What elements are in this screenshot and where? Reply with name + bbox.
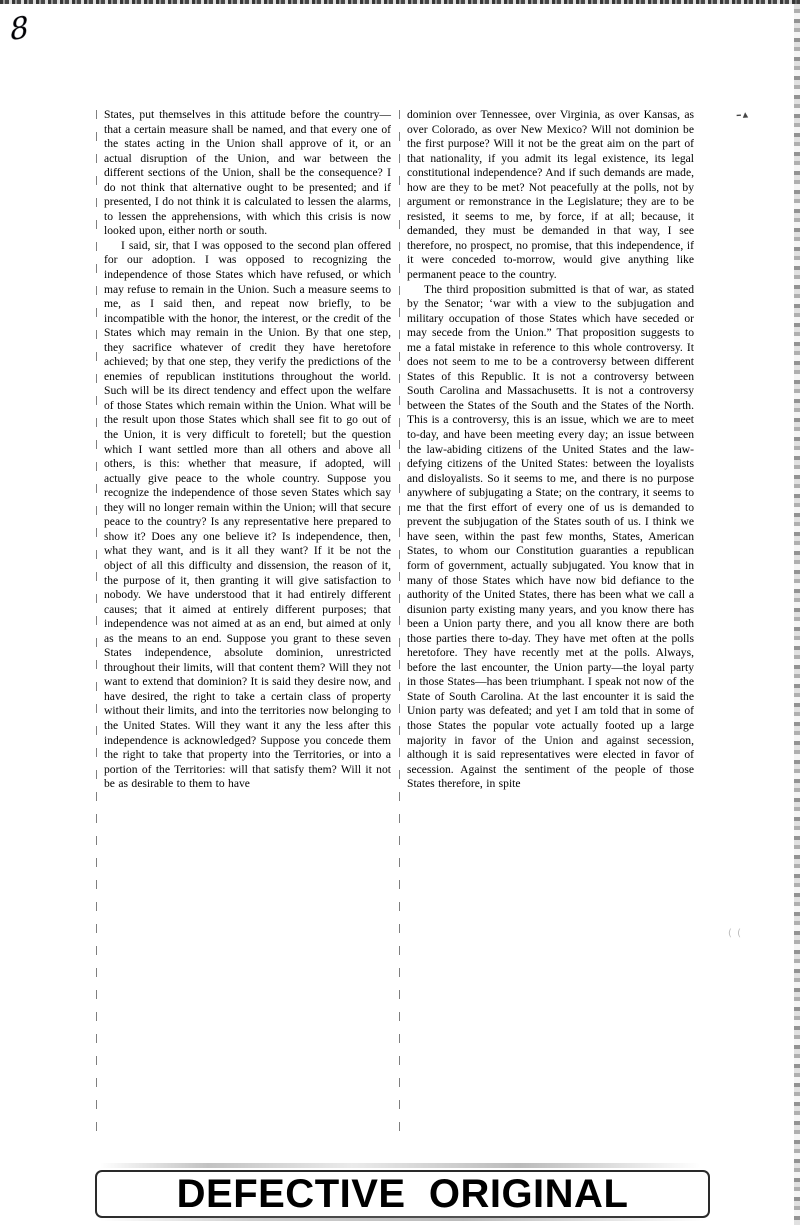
left-text-column xyxy=(104,108,391,1148)
defective-original-stamp xyxy=(95,1170,710,1218)
paragraph: The third proposition submitted is that of war, as stated by the Senator; ‘war with a view to the subjugation and military occupation of those States which have seceded or may secede from the Union.” That proposition suggests to me a fatal mistake in reference to this whole controversy. It does not seem to me to be a controversy between different States of this Republic. It is not a controversy between South Carolina and Massachusetts. It is not a controversy between the States of the South and the States of the North. This is a controversy, this is an issue, which we are to meet to-day, and have been meeting every day; an issue between the law-abiding citizens of the United States and the law-defying citizens of the United States: between the loyalists and disloyalists. So it seems to me, and there is no purpose anywhere of subjugating a State; on the contrary, it seems to me that the first effort of every one of us is demanded to prevent the subjugation of the States south of us. I think we have seen, within the past few months, States, American States, to whom our Constitution guaranties a republican form of government, actually subjugated. You know that in many of those States which have now bid defiance to the authority of the United States, there has been what we call a disunion party existing many years, and you know there has been a Union party there, and you all know there are both those parties there to-day. They have met often at the polls heretofore. They have recently met at the polls. Always, before the last encounter, the Union party—the loyal party in those States—has been triumphant. I speak not now of the State of South Carolina. At the last encounter it is said the Union party was defeated; and yet I am told that in some of those States the popular vote actually footed up a large majority in favor of the Union and against secession, although it is said representatives were elected in favor of secession. Against the sentiment of the people of those States therefore, in spite xyxy=(407,282,694,791)
two-column-text-body xyxy=(104,108,694,1148)
scan-edge-artifact-right xyxy=(794,0,800,1225)
scan-edge-artifact-top xyxy=(0,0,800,4)
stamp-smudge-bottom xyxy=(100,1216,705,1221)
margin-pencil-mark-top: –▴ xyxy=(735,107,750,122)
stamp-smudge-top xyxy=(100,1163,700,1168)
paragraph: I said, sir, that I was opposed to the second plan offered for our adoption. I was opposed to recognizing the independence of those States which have refused, or which may refuse to remain in the Union. Such a measure seems to me, as I said then, and repeat now briefly, to be incompatible with the honor, the interest, or the credit of the States which may remain in the Union. By that one step, they sacrifice whatever of credit they have heretofore achieved; by that one step, they verify the predictions of the enemies of republican institutions throughout the world. Such will be its direct tendency and effect upon the welfare of those States which remain within the Union. What will be the result upon those States which shall see fit to go out of the Union, it is very difficult to foretell; but the question which I want settled more than all others and above all others, is this: whether that measure, if adopted, will actually give peace to the whole country. Suppose you recognize the independence of those seven States which say they will no longer remain within the Union; will that secure peace to the country? Is any representative here prepared to show it? Does any one believe it? Is independence, then, what they want, and is it all they want? If it be not the object of all this difficulty and dissension, the reason of it, the purpose of it, then granting it will give satisfaction to nobody. We have understood that it had entirely different causes; that it aimed at entirely different purposes; that independence was not aimed at as an end, but aimed at only as the means to an end. Suppose you grant to these seven States independence, absolute dominion, unrestricted throughout their limits, will that content them? Will they not want to extend that dominion? It is said they desire now, and have desired, the right to take a certain class of property without their limits, and into the territories now belonging to the United States. Will they want it any the less after this independence is acknowledged? Suppose you concede them the right to take that property into the Territories, or into a portion of the Territories: will that satisfy them? Will it not be as desirable to them to have xyxy=(104,238,391,791)
margin-pencil-mark-middle: ( ( xyxy=(728,928,742,939)
stamp-label: DEFECTIVE ORIGINAL xyxy=(176,1172,629,1216)
right-text-column xyxy=(407,108,694,1148)
paragraph: dominion over Tennessee, over Virginia, as over Kansas, as over Colorado, as over New Mexico? Will not dominion be the first purpose? Will it not be the great aim on the part of that nationality, if you admit its legal existence, its legal constitutional independence? And if such demands are made, how are they to be met? Not peacefully at the polls, not by argument or remonstrance in the Legislature; they are to be resisted, it seems to me, by force, if at all; because, it demanded, they must be demanded in that way, I see therefore, no prospect, no promise, that this independence, if it were conceded to-morrow, would give anything like permanent peace to the country. xyxy=(407,108,694,282)
paragraph: States, put themselves in this attitude before the country—that a certain measure shall be named, and that every one of the states acting in the Union shall approve of it, or an actual disruption of the Union, and war between the different sections of the Union, shall be the consequence? I do not think that alternative ought to be presented; and if presented, I do not think it is calculated to lessen the alarms, to lessen the apprehensions, with which this crisis is now looked upon, either north or south. xyxy=(104,108,391,238)
handwritten-page-number: 8 xyxy=(8,10,31,49)
